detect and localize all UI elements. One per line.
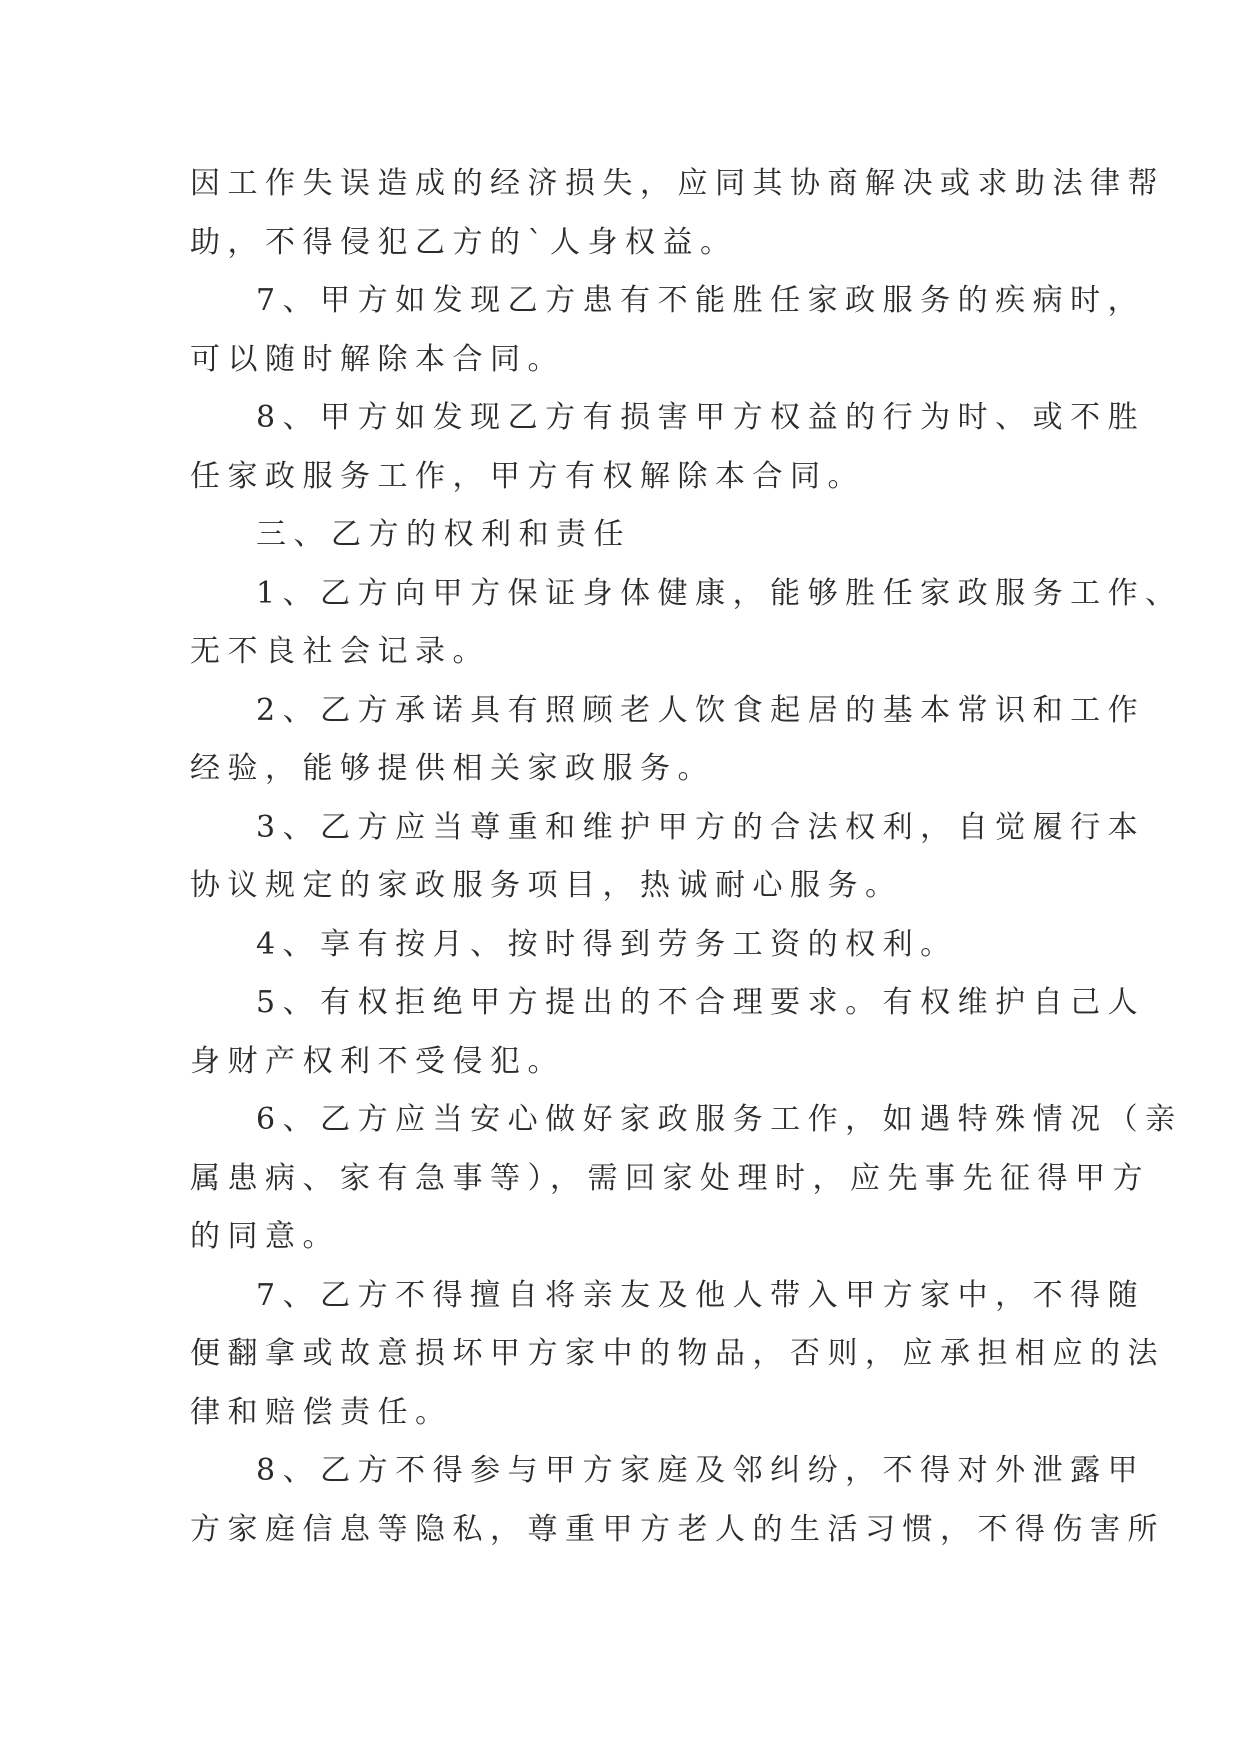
text-line: 经验，能够提供相关家政服务。 [190, 751, 715, 786]
text-line: 的同意。 [190, 1219, 340, 1254]
text-line: 属患病、家有急事等），需回家处理时，应先事先征得甲方 [190, 1160, 1150, 1196]
section-heading: 三、乙方的权利和责任 [256, 517, 631, 552]
text-line: 3、乙方应当尊重和维护甲方的合法权利，自觉履行本 [256, 809, 1146, 845]
text-line: 4、享有按月、按时得到劳务工资的权利。 [256, 926, 958, 962]
text-line: 身财产权利不受侵犯。 [190, 1043, 565, 1079]
text-line: 2、乙方承诺具有照顾老人饮食起居的基本常识和工作 [256, 692, 1146, 728]
text-line: 7、甲方如发现乙方患有不能胜任家政服务的疾病时， [256, 283, 1146, 318]
text-line: 因工作失误造成的经济损失，应同其协商解决或求助法律帮 [190, 166, 1165, 201]
text-line: 方家庭信息等隐私，尊重甲方老人的生活习惯，不得伤害所 [190, 1511, 1165, 1547]
text-line: 5、有权拒绝甲方提出的不合理要求。有权维护自己人 [256, 985, 1146, 1020]
text-line: 律和赔偿责任。 [190, 1394, 453, 1430]
text-line: 8、乙方不得参与甲方家庭及邻纠纷，不得对外泄露甲 [256, 1453, 1146, 1488]
text-line: 7、乙方不得擅自将亲友及他人带入甲方家中，不得随 [256, 1277, 1146, 1313]
text-line: 便翻拿或故意损坏甲方家中的物品，否则，应承担相应的法 [190, 1336, 1165, 1371]
text-line: 8、甲方如发现乙方有损害甲方权益的行为时、或不胜 [256, 400, 1146, 435]
text-line: 任家政服务工作，甲方有权解除本合同。 [190, 458, 865, 494]
text-line: 协议规定的家政服务项目，热诚耐心服务。 [190, 868, 903, 903]
text-line: 无不良社会记录。 [190, 634, 490, 669]
text-line: 6、乙方应当安心做好家政服务工作，如遇特殊情况（亲 [256, 1102, 1183, 1137]
text-line: 1、乙方向甲方保证身体健康，能够胜任家政服务工作、 [256, 575, 1183, 611]
text-line: 可以随时解除本合同。 [190, 341, 565, 377]
document-body [190, 155, 1183, 1559]
text-line: 助，不得侵犯乙方的`人身权益。 [190, 224, 738, 260]
